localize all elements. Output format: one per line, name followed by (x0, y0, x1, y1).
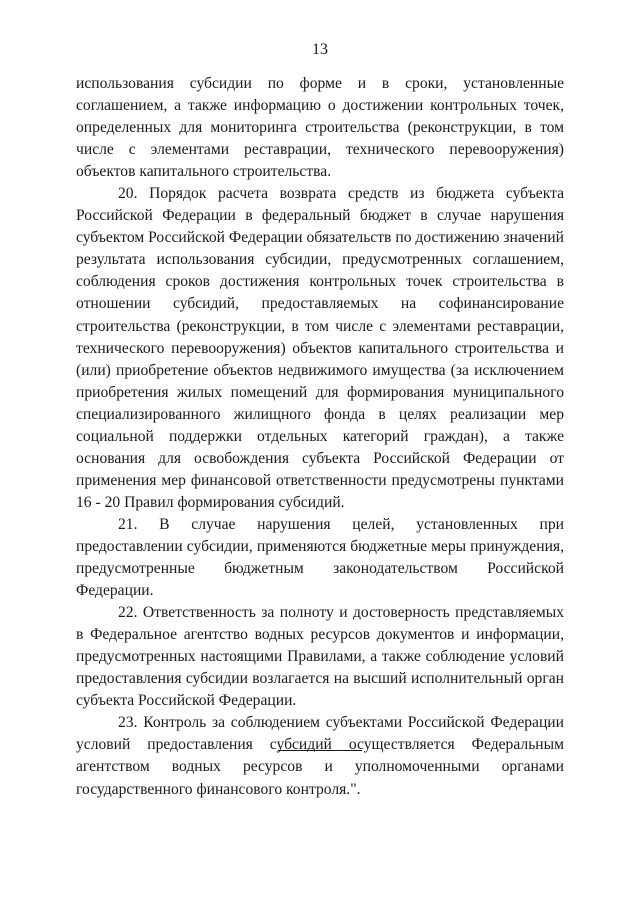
paragraph-item-20: 20. Порядок расчета возврата средств из бюджета субъекта Российской Федерации в федеральный бюджет в случае нарушения субъектом Российской Федерации обязательств по достижению значений результата использования субсидии, предусмотренных соглашением, соблюдения сроков достижения контрольных точек строительства в отношении субсидий, предоставляемых на софинансирование строительства (реконструкции, в том числе с элементами реставрации, технического перевооружения) объектов капитального строительства и (или) приобретение объектов недвижимого имущества (за исключением приобретения жилых помещений для формирования муниципального специализированного жилищного фонда в целях реализации мер социальной поддержки отдельных категорий граждан), а также основания для освобождения субъекта Российской Федерации от применения мер финансовой ответственности предусмотрены пунктами 16 - 20 Правил формирования субсидий. (76, 185, 564, 511)
paragraph-item-21: 21. В случае нарушения целей, установленных при предоставлении субсидии, применяются бюджетные меры принуждения, предусмотренные бюджетным законодательством Российской Федерации. (76, 515, 564, 600)
end-of-document-rule (278, 750, 362, 751)
paragraph-item-22: 22. Ответственность за полноту и достоверность представляемых в Федеральное агентство водных ресурсов документов и информации, предусмотренных настоящими Правилами, а также соблюдение условий предоставления субсидии возлагается на высший исполнительный орган субъекта Российской Федерации. (76, 604, 564, 710)
document-body (76, 73, 564, 801)
page-number: 13 (312, 41, 328, 58)
paragraph-continuation: использования субсидии по форме и в сроки, установленные соглашением, а также информацию о достижении контрольных точек, определенных для мониторинга строительства (реконструкции, в том числе с элементами реставрации, технического перевооружения) объектов капитального строительства. (76, 75, 564, 181)
paragraph-item-23: 23. Контроль за соблюдением субъектами Российской Федерации условий предоставления субсидий осуществляется Федеральным агентством водных ресурсов и уполномоченными органами государственного финансового контроля.". (76, 714, 564, 798)
